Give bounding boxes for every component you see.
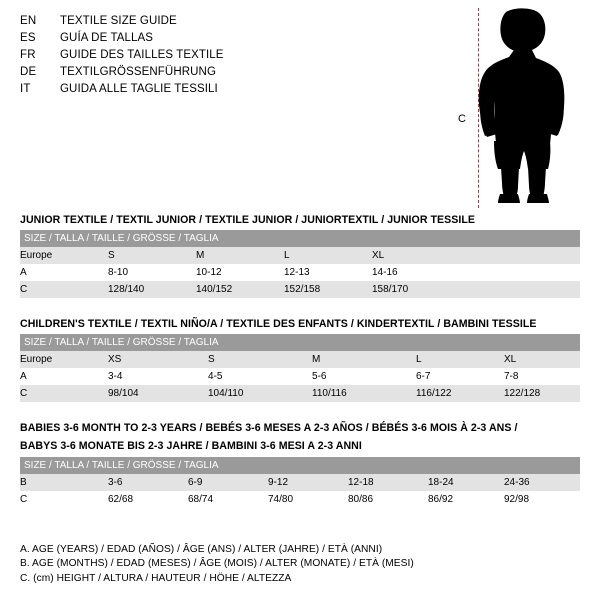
cell: 116/122	[416, 385, 504, 402]
cell: 8-10	[108, 264, 196, 281]
table-row	[20, 351, 580, 368]
cell: 74/80	[268, 491, 348, 508]
cell: 68/74	[188, 491, 268, 508]
cell: 152/158	[284, 281, 372, 298]
height-figure	[450, 8, 595, 208]
cell: XL	[372, 247, 460, 264]
cell: 24-36	[504, 474, 580, 491]
row-label: A	[20, 368, 108, 385]
section-title: BABIES 3-6 MONTH TO 2-3 YEARS / BEBÉS 3-6 MESES A 2-3 AÑOS / BÉBÉS 3-6 MOIS À 2-3 ANS /	[20, 422, 518, 434]
language-title: TEXTILE SIZE GUIDE	[60, 15, 177, 27]
cell: S	[108, 247, 196, 264]
row-label: A	[20, 264, 108, 281]
table-header-row	[20, 230, 580, 247]
language-row	[20, 13, 440, 30]
row-label: C	[20, 281, 108, 298]
section-junior	[20, 214, 580, 298]
cell: 12-18	[348, 474, 428, 491]
table-header-row	[20, 334, 580, 351]
cell: M	[312, 351, 416, 368]
cell: L	[416, 351, 504, 368]
row-label: C	[20, 491, 108, 508]
measure-label-c: C	[458, 113, 466, 125]
language-code: IT	[20, 83, 31, 95]
table-header-row	[20, 457, 580, 474]
language-code: ES	[20, 32, 36, 44]
cell: 7-8	[504, 368, 580, 385]
cell	[460, 281, 580, 298]
language-code: DE	[20, 66, 37, 78]
table-row	[20, 474, 580, 491]
cell: 5-6	[312, 368, 416, 385]
row-label: Europe	[20, 351, 108, 368]
cell: 98/104	[108, 385, 208, 402]
legend-line-c: C. (cm) HEIGHT / ALTURA / HAUTEUR / HÖHE / ALTEZZA	[20, 572, 292, 584]
babies-size-table	[20, 457, 580, 508]
language-title: GUIDA ALLE TAGLIE TESSILI	[60, 83, 218, 95]
cell: XL	[504, 351, 580, 368]
language-title: TEXTILGRÖSSENFÜHRUNG	[60, 66, 216, 78]
cell: 10-12	[196, 264, 284, 281]
cell	[460, 247, 580, 264]
table-row	[20, 247, 580, 264]
legend-line-b: B. AGE (MONTHS) / EDAD (MESES) / ÂGE (MOIS) / ALTER (MONATE) / ETÀ (MESI)	[20, 558, 414, 569]
table-row	[20, 385, 580, 402]
language-header	[20, 13, 440, 98]
language-row	[20, 64, 440, 81]
junior-size-table	[20, 230, 580, 298]
language-title: GUÍA DE TALLAS	[60, 32, 154, 44]
cell: 14-16	[372, 264, 460, 281]
cell: 3-6	[108, 474, 188, 491]
section-title: JUNIOR TEXTILE / TEXTIL JUNIOR / TEXTILE JUNIOR / JUNIORTEXTIL / JUNIOR TESSILE	[20, 214, 476, 226]
row-label: C	[20, 385, 108, 402]
cell: 140/152	[196, 281, 284, 298]
cell: 128/140	[108, 281, 196, 298]
language-row	[20, 81, 440, 98]
cell: 3-4	[108, 368, 208, 385]
cell: XS	[108, 351, 208, 368]
childrens-size-table	[20, 334, 580, 402]
legend	[20, 543, 580, 587]
cell: 62/68	[108, 491, 188, 508]
cell: M	[196, 247, 284, 264]
cell: 158/170	[372, 281, 460, 298]
language-row	[20, 30, 440, 47]
cell: 122/128	[504, 385, 580, 402]
cell: L	[284, 247, 372, 264]
cell: S	[208, 351, 312, 368]
table-header-label: SIZE / TALLA / TAILLE / GRÖSSE / TAGLIA	[20, 457, 580, 474]
cell: 6-7	[416, 368, 504, 385]
section-babies	[20, 422, 580, 508]
cell: 6-9	[188, 474, 268, 491]
section-title: CHILDREN'S TEXTILE / TEXTIL NIÑO/A / TEXTILE DES ENFANTS / KINDERTEXTIL / BAMBINI TESSILE	[20, 318, 537, 330]
language-code: FR	[20, 49, 36, 61]
language-row	[20, 47, 440, 64]
toddler-silhouette-icon	[470, 8, 580, 204]
cell	[460, 264, 580, 281]
cell: 12-13	[284, 264, 372, 281]
cell: 92/98	[504, 491, 580, 508]
table-row	[20, 281, 580, 298]
row-label: B	[20, 474, 108, 491]
cell: 110/116	[312, 385, 416, 402]
section-title-line2: BABYS 3-6 MONATE BIS 2-3 JAHRE / BAMBINI 3-6 MESI A 2-3 ANNI	[20, 439, 362, 452]
table-header-label: SIZE / TALLA / TAILLE / GRÖSSE / TAGLIA	[20, 230, 580, 247]
cell: 4-5	[208, 368, 312, 385]
section-childrens	[20, 318, 580, 402]
table-row	[20, 491, 580, 508]
table-row	[20, 264, 580, 281]
table-header-label: SIZE / TALLA / TAILLE / GRÖSSE / TAGLIA	[20, 334, 580, 351]
table-row	[20, 368, 580, 385]
cell: 9-12	[268, 474, 348, 491]
cell: 86/92	[428, 491, 504, 508]
cell: 104/110	[208, 385, 312, 402]
cell: 80/86	[348, 491, 428, 508]
language-code: EN	[20, 15, 37, 27]
row-label: Europe	[20, 247, 108, 264]
legend-line-a: A. AGE (YEARS) / EDAD (AÑOS) / ÂGE (ANS) / ALTER (JAHRE) / ETÀ (ANNI)	[20, 543, 383, 555]
language-title: GUIDE DES TAILLES TEXTILE	[60, 49, 224, 61]
cell: 18-24	[428, 474, 504, 491]
